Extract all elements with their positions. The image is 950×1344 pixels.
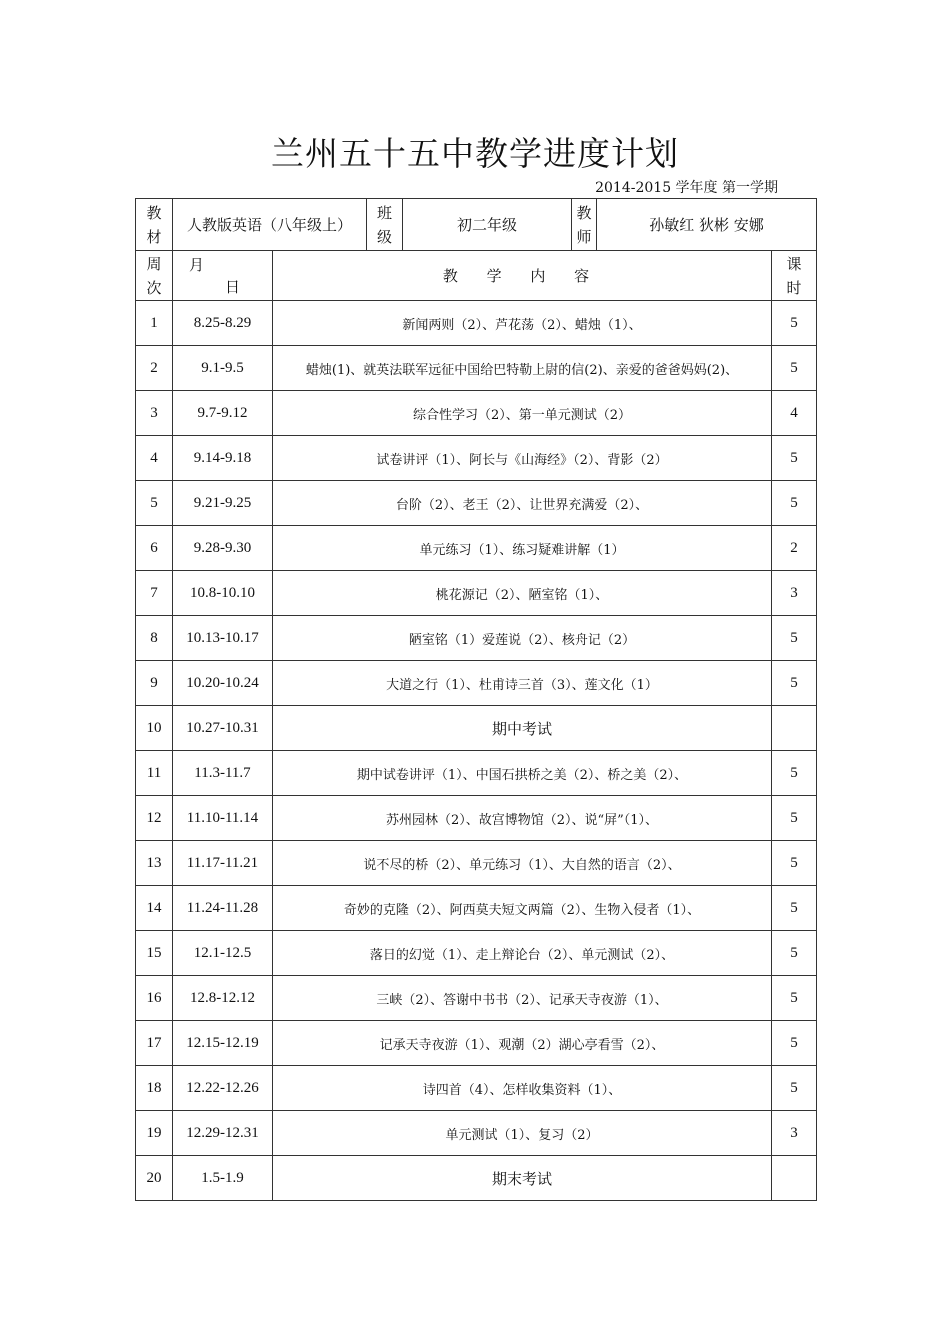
lesson-content: 诗四首（4）、怎样收集资料（1）、 [273, 1066, 772, 1111]
date-range: 10.27-10.31 [173, 706, 273, 751]
date-range: 1.5-1.9 [173, 1156, 273, 1201]
lesson-content: 单元练习（1）、练习疑难讲解（1） [273, 526, 772, 571]
lesson-content: 单元测试（1）、复习（2） [273, 1111, 772, 1156]
material-value: 人教版英语（八年级上） [173, 199, 367, 251]
date-range: 12.22-12.26 [173, 1066, 273, 1111]
table-row [136, 886, 817, 931]
teacher-value: 孙敏红 狄彬 安娜 [597, 199, 817, 251]
lesson-hours [772, 706, 817, 751]
week-number: 18 [136, 1066, 173, 1111]
lesson-hours: 5 [772, 886, 817, 931]
lesson-content: 说不尽的桥（2）、单元练习（1）、大自然的语言（2）、 [273, 841, 772, 886]
lesson-hours: 4 [772, 391, 817, 436]
lesson-content: 综合性学习（2）、第一单元测试（2） [273, 391, 772, 436]
lesson-hours: 3 [772, 1111, 817, 1156]
lesson-hours: 2 [772, 526, 817, 571]
lesson-content: 蜡烛(1)、就英法联军远征中国给巴特勒上尉的信(2)、亲爱的爸爸妈妈(2)、 [273, 346, 772, 391]
table-row [136, 391, 817, 436]
week-number: 16 [136, 976, 173, 1021]
date-range: 10.8-10.10 [173, 571, 273, 616]
table-row [136, 1066, 817, 1111]
lesson-hours: 5 [772, 661, 817, 706]
lesson-content: 奇妙的克隆（2）、阿西莫夫短文两篇（2）、生物入侵者（1）、 [273, 886, 772, 931]
date-range: 11.10-11.14 [173, 796, 273, 841]
lesson-hours: 5 [772, 301, 817, 346]
week-number: 15 [136, 931, 173, 976]
week-number: 20 [136, 1156, 173, 1201]
table-row [136, 841, 817, 886]
lesson-hours: 5 [772, 976, 817, 1021]
date-range: 11.3-11.7 [173, 751, 273, 796]
date-range: 11.24-11.28 [173, 886, 273, 931]
lesson-hours: 5 [772, 931, 817, 976]
lesson-content: 期中试卷讲评（1）、中国石拱桥之美（2）、桥之美（2）、 [273, 751, 772, 796]
table-row [136, 931, 817, 976]
table-row [136, 661, 817, 706]
table-row [136, 1111, 817, 1156]
week-number: 8 [136, 616, 173, 661]
table-row [136, 481, 817, 526]
week-number: 2 [136, 346, 173, 391]
date-range: 12.29-12.31 [173, 1111, 273, 1156]
page-title: 兰州五十五中教学进度计划 [271, 134, 679, 173]
date-column-header: 月 日 [173, 251, 273, 301]
week-number: 7 [136, 571, 173, 616]
table-row [136, 436, 817, 481]
schedule-table [135, 198, 817, 1201]
teacher-label: 教 师 [572, 199, 597, 251]
table-row [136, 301, 817, 346]
date-range: 10.20-10.24 [173, 661, 273, 706]
lesson-content: 落日的幻觉（1）、走上辩论台（2）、单元测试（2）、 [273, 931, 772, 976]
lesson-hours [772, 1156, 817, 1201]
lesson-content: 三峡（2）、答谢中书书（2）、记承天寺夜游（1）、 [273, 976, 772, 1021]
lesson-content: 台阶（2）、老王（2）、让世界充满爱（2）、 [273, 481, 772, 526]
week-number: 11 [136, 751, 173, 796]
date-range: 10.13-10.17 [173, 616, 273, 661]
date-range: 12.8-12.12 [173, 976, 273, 1021]
lesson-hours: 5 [772, 616, 817, 661]
week-number: 1 [136, 301, 173, 346]
column-header-row [136, 251, 817, 301]
week-number: 13 [136, 841, 173, 886]
week-number: 9 [136, 661, 173, 706]
lesson-content: 期末考试 [273, 1156, 772, 1201]
date-range: 12.15-12.19 [173, 1021, 273, 1066]
content-column-header: 教 学 内 容 [273, 251, 772, 301]
week-column-header: 周 次 [136, 251, 173, 301]
lesson-hours: 5 [772, 346, 817, 391]
table-row [136, 976, 817, 1021]
material-label: 教 材 [136, 199, 173, 251]
date-range: 9.14-9.18 [173, 436, 273, 481]
table-row [136, 346, 817, 391]
week-number: 19 [136, 1111, 173, 1156]
table-row [136, 616, 817, 661]
date-range: 9.21-9.25 [173, 481, 273, 526]
lesson-content: 期中考试 [273, 706, 772, 751]
table-row [136, 1156, 817, 1201]
week-number: 14 [136, 886, 173, 931]
table-row [136, 571, 817, 616]
lesson-hours: 5 [772, 436, 817, 481]
date-range: 8.25-8.29 [173, 301, 273, 346]
date-range: 9.28-9.30 [173, 526, 273, 571]
week-number: 3 [136, 391, 173, 436]
lesson-hours: 5 [772, 751, 817, 796]
class-value: 初二年级 [403, 199, 572, 251]
lesson-content: 桃花源记（2）、陋室铭（1）、 [273, 571, 772, 616]
lesson-content: 记承天寺夜游（1）、观潮（2）湖心亭看雪（2）、 [273, 1021, 772, 1066]
lesson-hours: 5 [772, 481, 817, 526]
week-number: 6 [136, 526, 173, 571]
lesson-content: 陋室铭（1）爱莲说（2）、核舟记（2） [273, 616, 772, 661]
lesson-content: 新闻两则（2）、芦花荡（2）、蜡烛（1）、 [273, 301, 772, 346]
class-label: 班 级 [367, 199, 403, 251]
table-row [136, 526, 817, 571]
table-row [136, 706, 817, 751]
week-number: 4 [136, 436, 173, 481]
lesson-hours: 5 [772, 841, 817, 886]
lesson-content: 苏州园林（2）、故宫博物馆（2）、说“屏”（1）、 [273, 796, 772, 841]
header-info-row [136, 199, 817, 251]
lesson-content: 大道之行（1）、杜甫诗三首（3）、莲文化（1） [273, 661, 772, 706]
hours-column-header: 课 时 [772, 251, 817, 301]
date-range: 9.1-9.5 [173, 346, 273, 391]
week-number: 12 [136, 796, 173, 841]
lesson-hours: 5 [772, 796, 817, 841]
date-range: 12.1-12.5 [173, 931, 273, 976]
table-row [136, 1021, 817, 1066]
term-subtitle: 2014-2015 学年度 第一学期 [595, 180, 778, 196]
lesson-content: 试卷讲评（1）、阿长与《山海经》（2）、背影（2） [273, 436, 772, 481]
lesson-hours: 5 [772, 1021, 817, 1066]
table-row [136, 751, 817, 796]
week-number: 17 [136, 1021, 173, 1066]
table-row [136, 796, 817, 841]
lesson-hours: 5 [772, 1066, 817, 1111]
week-number: 10 [136, 706, 173, 751]
week-number: 5 [136, 481, 173, 526]
date-range: 11.17-11.21 [173, 841, 273, 886]
date-range: 9.7-9.12 [173, 391, 273, 436]
lesson-hours: 3 [772, 571, 817, 616]
